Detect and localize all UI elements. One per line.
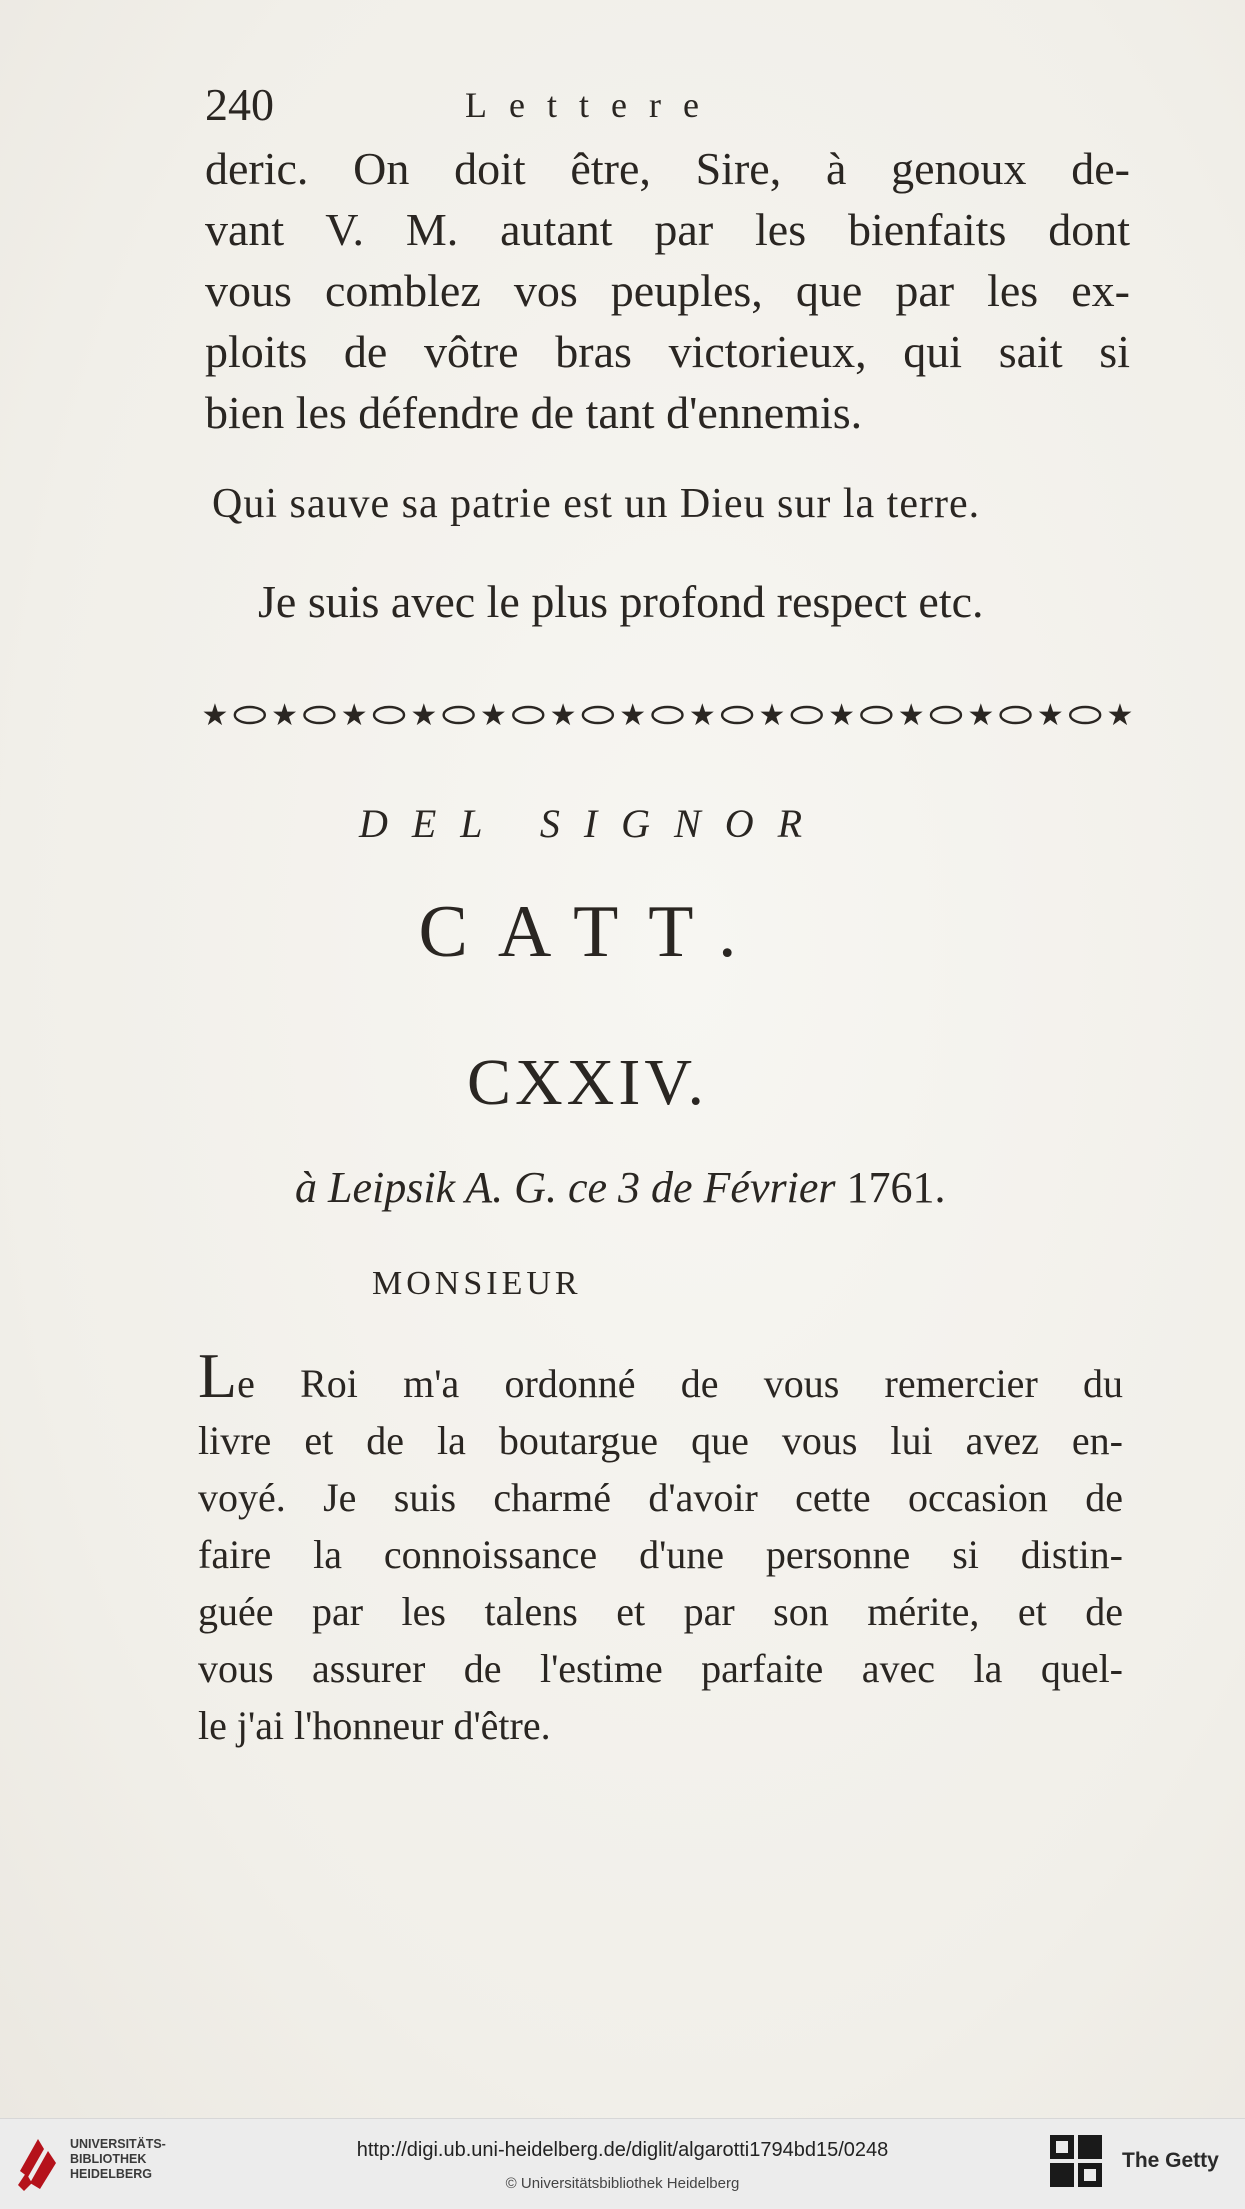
text-line: guée par les talens et par son mérite, et de (198, 1589, 1123, 1634)
ornament-star: ★ (1106, 699, 1134, 732)
first-line-text: e Roi m'a ordonné de vous remercier du (237, 1361, 1123, 1406)
text-line: bien les défendre de tant d'ennemis. (205, 387, 863, 438)
dateline-place-date: à Leipsik A. G. ce 3 de Février (295, 1163, 836, 1212)
letter-number: CXXIV. (467, 1046, 708, 1119)
ornament-star: ★ (340, 699, 368, 732)
text-line: faire la connoissance d'une personne si distin- (198, 1532, 1123, 1577)
text-line: deric. On doit être, Sire, à genoux de- (205, 143, 1130, 194)
ornament-star: ★ (271, 699, 299, 732)
text-line: vous comblez vos peuples, que par les ex- (205, 265, 1130, 316)
ornament-oval (374, 707, 404, 723)
ornament-oval (583, 707, 613, 723)
library-name-line: UNIVERSITÄTS- (70, 2137, 166, 2151)
ornament-oval (304, 707, 334, 723)
copyright-notice: © Universitätsbibliothek Heidelberg (505, 2175, 740, 2192)
ornament-star: ★ (688, 699, 716, 732)
decorative-ornament-rule (201, 697, 1134, 733)
library-name-line: BIBLIOTHEK (70, 2152, 147, 2166)
ornament-star: ★ (967, 699, 995, 732)
letter-from-label: DEL SIGNOR (358, 801, 827, 846)
ornament-star: ★ (619, 699, 647, 732)
text-line-first (198, 1340, 1123, 1412)
partner-name: The Getty (1122, 2149, 1219, 2172)
ornament-star: ★ (201, 699, 229, 732)
ornament-star: ★ (549, 699, 577, 732)
ornament-star: ★ (480, 699, 507, 732)
page-number: 240 (205, 79, 274, 130)
viewer-footer (0, 2118, 1245, 2209)
page-header (205, 78, 1130, 138)
text-line: livre et de la boutargue que vous lui avez en- (198, 1418, 1123, 1463)
getty-logo-icon (1048, 2133, 1104, 2191)
text-line: vant V. M. autant par les bienfaits dont (205, 204, 1130, 255)
salutation: MONSIEUR (372, 1265, 582, 1302)
closing-formula: Je suis avec le plus profond respect etc. (258, 576, 984, 627)
ornament-star: ★ (758, 699, 786, 732)
ornament-oval (1070, 707, 1100, 723)
ornament-star: ★ (1036, 699, 1064, 732)
library-name-line: HEIDELBERG (70, 2167, 152, 2181)
dateline-year: 1761. (846, 1163, 946, 1212)
running-title: Lettere (465, 85, 721, 125)
verse-quote: Qui sauve sa patrie est un Dieu sur la terre. (212, 481, 981, 527)
permalink-url[interactable]: http://digi.ub.uni-heidelberg.de/diglit/algarotti1794bd15/0248 (356, 2139, 889, 2161)
ornament-oval (722, 707, 752, 723)
drop-capital: L (198, 1340, 238, 1411)
text-line: le j'ai l'honneur d'être. (198, 1703, 551, 1748)
ornament-oval (1001, 707, 1031, 723)
text-line: voyé. Je suis charmé d'avoir cette occasion de (198, 1475, 1123, 1520)
letter-author: CATT. (418, 891, 767, 973)
ornament-oval (792, 707, 822, 723)
ornament-oval (444, 707, 474, 723)
ornament-star: ★ (897, 699, 925, 732)
ornament-oval (931, 707, 961, 723)
ornament-star: ★ (410, 699, 438, 732)
text-line: vous assurer de l'estime parfaite avec la quel- (198, 1646, 1123, 1691)
text-line: ploits de vôtre bras victorieux, qui sait si (205, 326, 1130, 377)
ornament-oval (861, 707, 891, 723)
ornament-oval (653, 707, 683, 723)
ornament-star: ★ (828, 699, 855, 732)
letter-dateline (295, 1162, 945, 1213)
ornament-oval (513, 707, 543, 723)
ornament-oval (235, 707, 265, 723)
